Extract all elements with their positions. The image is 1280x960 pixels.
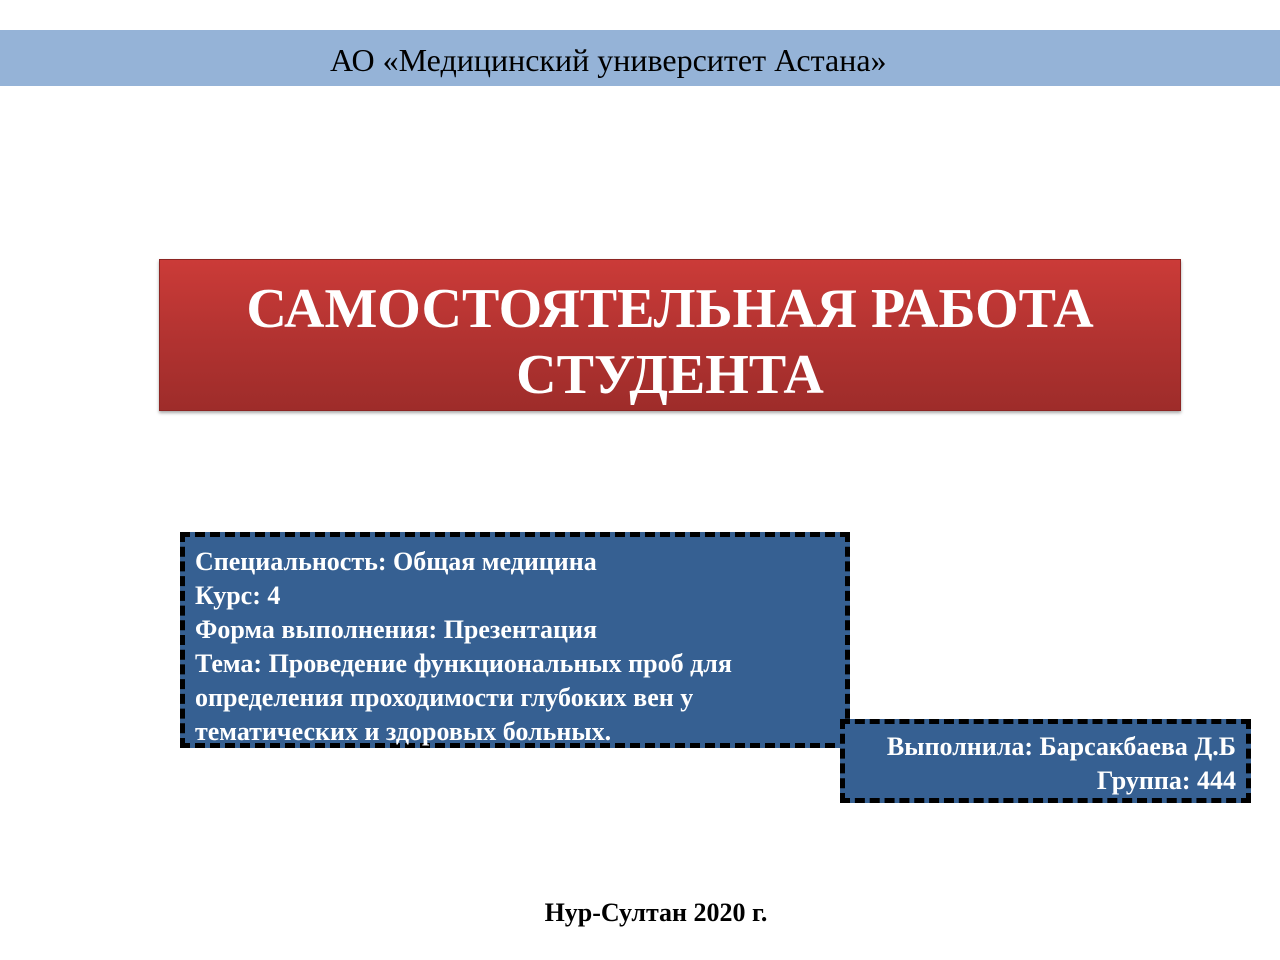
topic-line-3: тематических и здоровых больных. bbox=[195, 717, 612, 746]
form-text: Форма выполнения: Презентация bbox=[195, 615, 598, 644]
group-number: Группа: 444 bbox=[1096, 766, 1236, 795]
slide-title bbox=[160, 276, 1180, 408]
title-box bbox=[159, 259, 1181, 411]
author-name: Выполнила: Барсакбаева Д.Б bbox=[886, 732, 1236, 761]
specialty-text: Специальность: Общая медицина bbox=[195, 547, 597, 576]
course-text: Курс: 4 bbox=[195, 581, 281, 610]
topic-line-1: Тема: Проведение функциональных проб для bbox=[195, 649, 732, 678]
title-line-1: САМОСТОЯТЕЛЬНАЯ РАБОТА bbox=[246, 278, 1094, 340]
title-line-2: СТУДЕНТА bbox=[516, 344, 824, 406]
author-info-box bbox=[840, 719, 1251, 803]
topic-line-2: определения проходимости глубоких вен у bbox=[195, 683, 694, 712]
city-year-footer: Нур-Султан 2020 г. bbox=[544, 898, 768, 927]
organization-name: АО «Медицинский университет Астана» bbox=[330, 42, 887, 78]
student-info-box bbox=[180, 532, 850, 748]
